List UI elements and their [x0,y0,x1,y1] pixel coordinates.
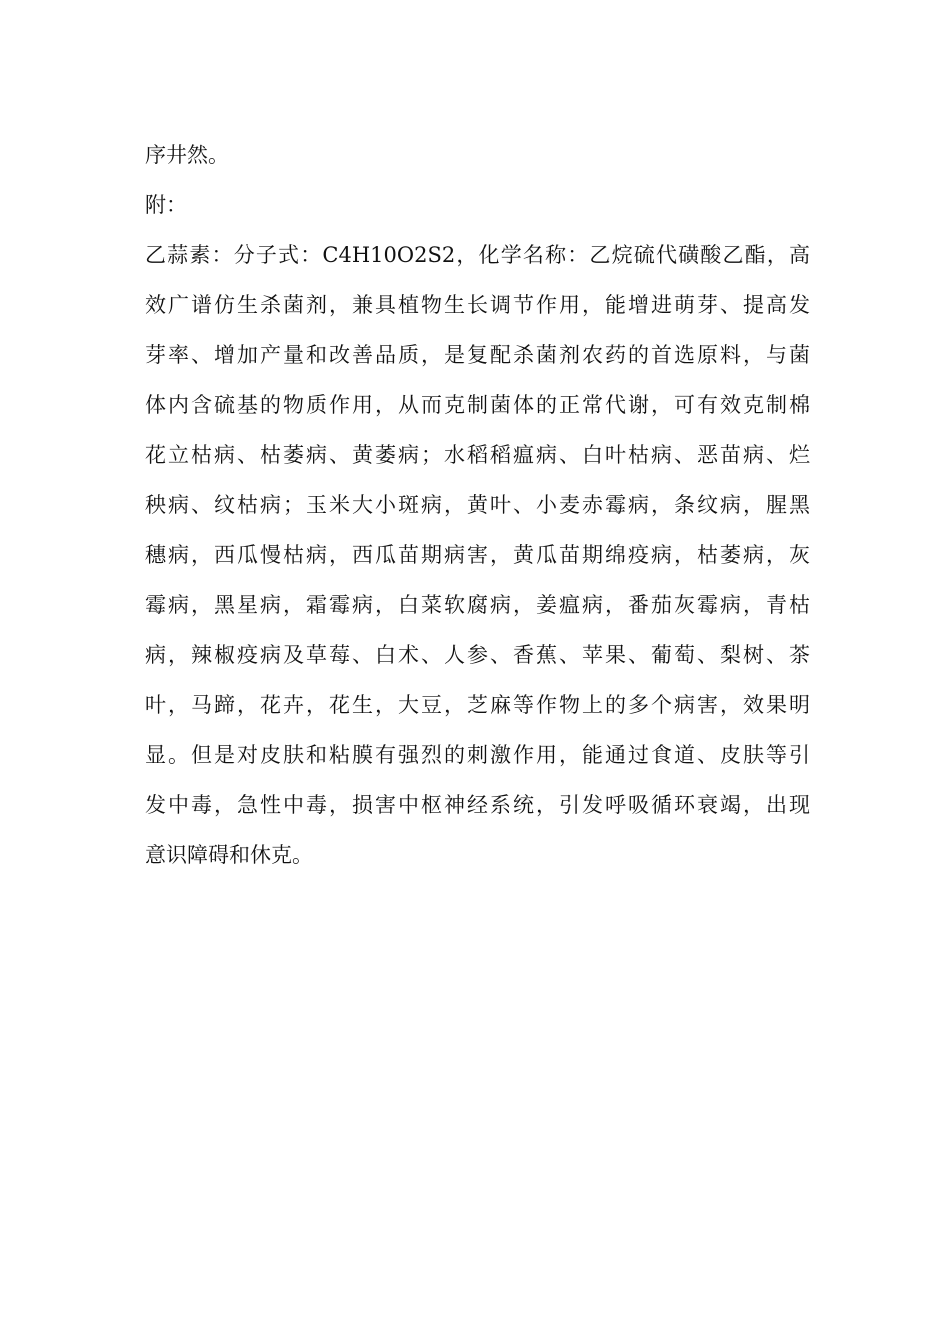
paragraph-line: 发中毒，急性中毒，损害中枢神经系统，引发呼吸循环衰竭，出现 [145,793,810,817]
appendix-label: 附： [145,193,187,217]
paragraph-line: 芽率、增加产量和改善品质，是复配杀菌剂农药的首选原料，与菌 [145,343,810,367]
paragraph-line: 穗病，西瓜慢枯病，西瓜苗期病害，黄瓜苗期绵疫病，枯萎病，灰 [145,543,810,567]
continuation-text: 序井然。 [145,143,229,167]
paragraph-line: 花立枯病、枯萎病、黄萎病；水稻稻瘟病、白叶枯病、恶苗病、烂 [145,443,810,467]
paragraph-line: 秧病、纹枯病；玉米大小斑病，黄叶、小麦赤霉病，条纹病，腥黑 [145,493,810,517]
document-body [145,130,810,880]
paragraph-line: 乙蒜素：分子式：C4H10O2S2，化学名称：乙烷硫代磺酸乙酯，高 [145,243,810,267]
appendix-paragraph [145,230,810,880]
paragraph-line: 霉病，黑星病，霜霉病，白菜软腐病，姜瘟病，番茄灰霉病，青枯 [145,593,810,617]
paragraph-line: 意识障碍和休克。 [145,843,313,867]
paragraph-line: 显。但是对皮肤和粘膜有强烈的刺激作用，能通过食道、皮肤等引 [145,743,810,767]
paragraph-line: 病，辣椒疫病及草莓、白术、人参、香蕉、苹果、葡萄、梨树、茶 [145,643,810,667]
paragraph-line: 叶，马蹄，花卉，花生，大豆，芝麻等作物上的多个病害，效果明 [145,693,810,717]
paragraph-line: 体内含硫基的物质作用，从而克制菌体的正常代谢，可有效克制棉 [145,393,810,417]
paragraph-line: 效广谱仿生杀菌剂，兼具植物生长调节作用，能增进萌芽、提高发 [145,293,810,317]
